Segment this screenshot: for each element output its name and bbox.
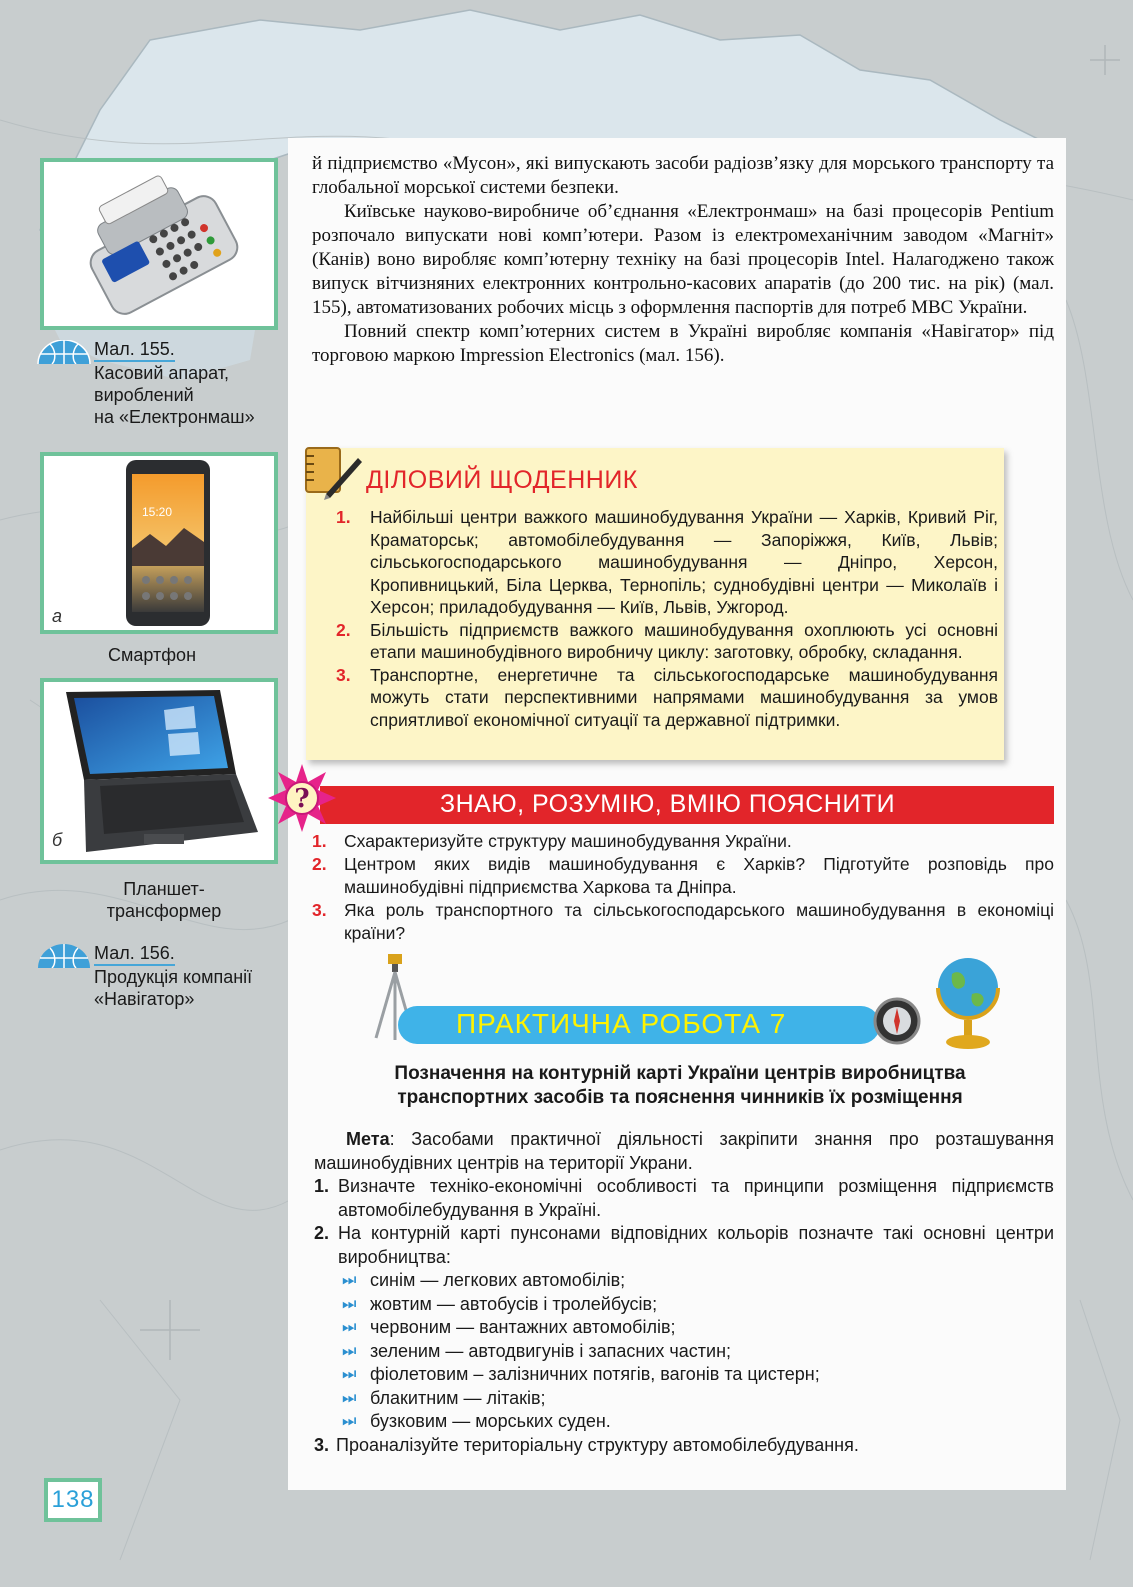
practical-step-text: Проаналізуйте територіальну структуру автомобілебудування. [336,1434,859,1455]
bullet-text: червоним — вантажних автомобілів; [370,1317,676,1337]
diary-item-text: Більшість підприємств важкого машинобудування охоплюють усі основні етапи машинобудівного виробничу циклу: заготовку, обробку, складання. [370,619,998,662]
cash-register-image [44,162,274,326]
diary-item [336,619,998,664]
question-number: 1. [312,831,327,851]
bullet-text: зеленим — автодвигунів і запасних частин; [370,1340,732,1361]
diary-item-number: 1. [336,507,351,527]
fig156b-letter: б [52,830,63,850]
diary-item [336,506,998,619]
question-number: 2. [312,854,327,874]
fig156-caption-line: «Навігатор» [94,989,195,1009]
globe-icon [36,340,92,364]
fast-forward-icon: ⏭ [342,1413,357,1430]
smartphone-image [44,456,274,630]
goal-text: : Засобами практичної діяльності закріпити знання про розташування машинобудівних центрів на території Украни. [314,1129,1054,1173]
bullet-text: синім — легкових автомобілів; [370,1270,626,1290]
practical-body [314,1128,1054,1457]
fig156a-frame [40,452,278,634]
fig156b-caption-line: трансформер [106,901,222,921]
fig156b-caption-line: Планшет- [123,879,205,899]
practical-step [314,1222,1054,1269]
practical-title: ПРАКТИЧНА РОБОТА 7 [456,1008,787,1039]
fig156b-caption [100,878,228,922]
practical-subtitle-line: транспортних засобів та пояснення чинників їх розміщення [397,1087,963,1108]
question-text: Центром яких видів машинобудування є Харків? Підготуйте розповідь про машинобудівні підприємства Харкова та Дніпра. [344,854,1054,897]
fig156a-letter: а [52,606,63,626]
fig156a-caption: Смартфон [108,645,197,665]
practical-step [314,1175,1054,1222]
fast-forward-icon: ⏭ [342,1366,357,1383]
globe-stand-icon [928,948,1004,1052]
compass-icon [872,996,922,1046]
practical-subtitle [330,1062,1030,1110]
question-item [312,830,1054,853]
practical-step-number: 3. [314,1434,330,1455]
bullet-text: жовтим — автобусів і тролейбусів; [370,1293,658,1314]
question-number: 3. [312,900,327,920]
question-burst-icon [266,762,338,834]
fig155-caption-line: на «Електронмаш» [94,407,255,427]
laptop-image [44,682,274,860]
fast-forward-icon: ⏭ [342,1342,357,1360]
fast-forward-icon: ⏭ [342,1389,357,1407]
fig155-caption [94,338,255,428]
fast-forward-icon: ⏭ [342,1319,357,1336]
fig156b-frame [40,678,278,864]
question-item [312,853,1054,899]
color-bullet-item [314,1387,1054,1411]
bullet-text: бузковим — морських суден. [370,1411,611,1431]
intro-paragraph-1: й підприємство «Мусон», які випускають засоби радіозв’язку для морського транспорту та глобальної морської системи безпеки. [312,153,1054,198]
practical-step-number: 1. [314,1176,330,1196]
diary-list [336,506,998,731]
question-text: Схарактеризуйте структуру машинобудування України. [344,831,792,851]
questions-title: ЗНАЮ, РОЗУМІЮ, ВМІЮ ПОЯСНИТИ [440,790,896,818]
bullet-text: фіолетовим – залізничних потягів, вагонів та цистерн; [370,1364,820,1384]
fast-forward-icon: ⏭ [342,1272,357,1289]
fig155-number: Мал. 155. [94,338,175,362]
diary-item [336,664,998,732]
fig156-number: Мал. 156. [94,942,175,966]
globe-icon [36,944,92,968]
diary-item-text: Найбільші центри важкого машинобудування України — Харків, Кривий Ріг, Краматорськ; автомобілебудування — Запоріжжя, Київ, Львів; сільськогосподарського машинобудування — Дніпро, Херсон, Кропивницький, Біла Церква, Тернопіль; суднобудівні центри — Миколаїв і Херсон; приладобудування — Київ, Львів, Ужгород. [370,507,998,617]
fig155-caption-line: вироблений [94,385,194,405]
color-bullet-item [314,1269,1054,1293]
diary-item-number: 3. [336,664,351,685]
svg-text:15:20: 15:20 [142,505,173,519]
diary-title: ДІЛОВИЙ ЩОДЕННИК [366,466,638,494]
fig156-caption-line: Продукція компанії [94,967,253,987]
diary-item-text: Транспортне, енергетичне та сільськогосподарське машинобудування можуть стати перспективними напрямами машинобудування за умов сприятливої економічної ситуації та державної підтримки. [370,664,998,730]
intro-paragraph-3: Повний спектр комп’ютерних систем в Україні виробляє компанія «Навігатор» під торговою маркою Impression Electronics (мал. 156). [312,321,1054,366]
diary-item-number: 2. [336,619,351,640]
color-bullet-item [314,1316,1054,1340]
color-bullet-item [314,1410,1054,1434]
color-bullet-item [314,1363,1054,1387]
question-item [312,899,1054,945]
practical-subtitle-line: Позначення на контурній карті України центрів виробництва [394,1063,966,1084]
question-mark: ? [294,784,310,814]
practical-step-number: 2. [314,1223,330,1243]
bullet-text: блакитним — літаків; [370,1387,546,1408]
notebook-pen-icon [302,444,364,502]
fig155-frame [40,158,278,330]
goal-label: Мета [346,1129,390,1149]
fast-forward-icon: ⏭ [342,1295,357,1313]
intro-paragraph-2: Київське науково-виробниче об’єднання «Електронмаш» на базі процесорів Pentium розпочало випускати нові комп’ютери. Разом із електромеханічним заводом «Магніт» (Канів) воно виробляє комп’ютерну техніку на базі процесорів Intel. Налагоджено також випуск вітчизняних електронних контрольно-касових апаратів (до 200 тис. на рік) (мал. 155), автоматизованих робочих місць з оформлення паспортів для потреб МВС України. [312,201,1054,318]
questions-list [312,830,1054,945]
practical-step [314,1434,1054,1458]
color-bullet-item [314,1340,1054,1364]
question-text: Яка роль транспортного та сільськогосподарського машинобудування в економіці країни? [344,900,1054,943]
practical-step-text: Визначте техніко-економічні особливості та принципи розміщення підприємств автомобілебудування в Україні. [338,1176,1054,1220]
practical-step-text: На контурній карті пунсонами відповідних кольорів позначте такі основні центри виробництва: [338,1223,1054,1267]
fig156-caption [94,942,252,1010]
color-bullet-item [314,1293,1054,1317]
practical-goal [314,1128,1054,1175]
intro-text [312,152,1054,368]
fig155-caption-line: Касовий апарат, [94,363,230,383]
page-number: 138 [44,1478,102,1522]
